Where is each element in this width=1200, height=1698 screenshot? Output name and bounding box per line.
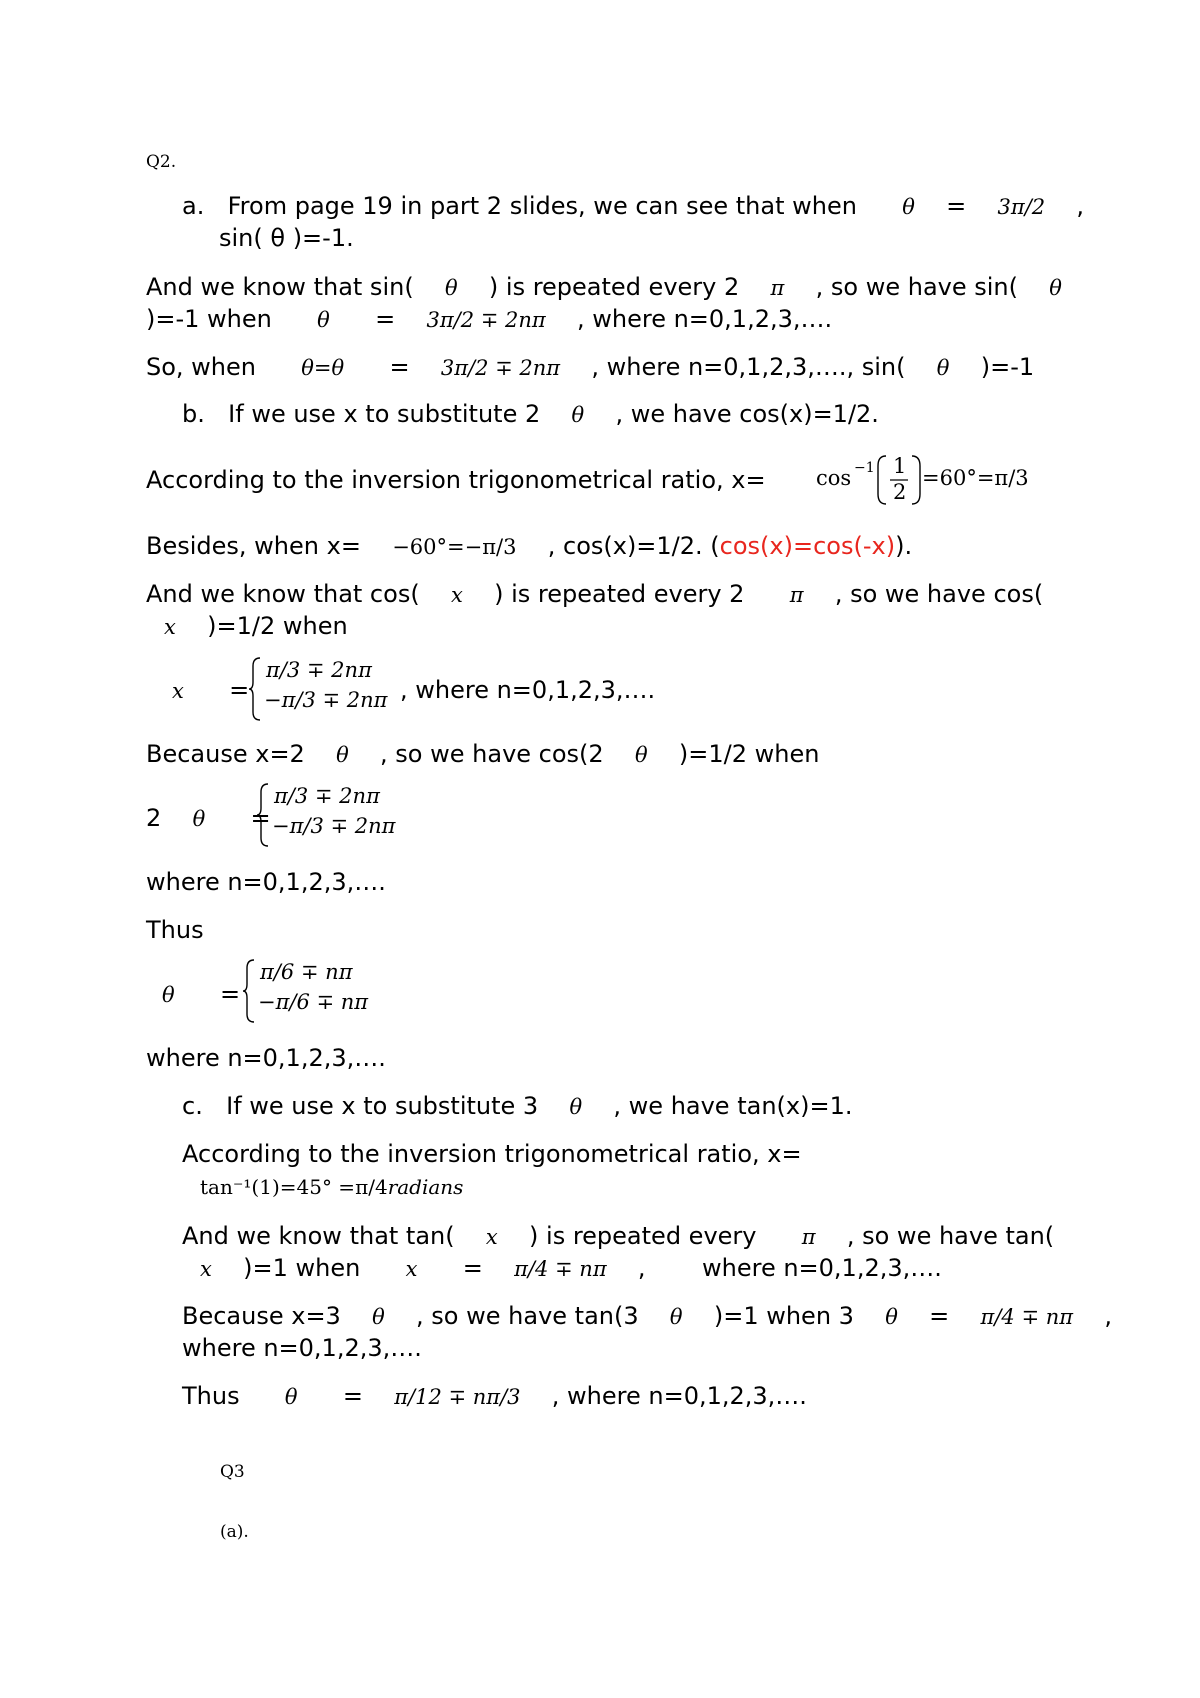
left-brace-icon (242, 958, 256, 1024)
x-cases-lhs: x = (172, 676, 250, 704)
item-c-line: c. If we use x to substitute 3 θ , we have tan(x)=1. (182, 1092, 853, 1120)
thus-line-1: Thus (146, 916, 204, 944)
item-c-marker: c. (182, 1092, 203, 1120)
x-case-2: −π/3 ∓ 2nπ (264, 688, 388, 712)
tan-repeat-where: where n=0,1,2,3,…. (702, 1254, 942, 1282)
item-a-marker: a. (182, 192, 205, 220)
because-cos-line: Because x=2 θ , so we have cos(2 θ )=1/2 when (146, 740, 820, 768)
tan-repeat-line1: And we know that tan( x ) is repeated every π , so we have tan( (182, 1222, 1055, 1250)
two-theta-case-1: π/3 ∓ 2nπ (274, 784, 380, 808)
q3-heading: Q3 (220, 1462, 245, 1482)
two-theta-cases-brace (256, 782, 416, 848)
theta-cases-lhs: θ = (162, 980, 241, 1008)
sin-repeat-line2: )=-1 when θ = 3π/2 ∓ 2nπ , where n=0,1,2,3,…. (146, 305, 833, 333)
because-tan-line1: Because x=3 θ , so we have tan(3 θ )=1 when 3 θ = π/4 ∓ nπ , (182, 1302, 1112, 1330)
item-b-marker: b. (182, 400, 205, 428)
x-cases-brace (248, 656, 408, 722)
where-line-1: where n=0,1,2,3,…. (146, 868, 386, 896)
inversion-tan-formula: tan⁻¹(1)=45° =π/4radians (200, 1175, 464, 1199)
two-theta-lhs: 2 θ = (146, 804, 271, 832)
theta-case-1: π/6 ∓ nπ (260, 960, 353, 984)
theta-cases-brace (242, 958, 392, 1024)
cos-even-note: cos(x)=cos(-x) (719, 532, 896, 560)
q3-sub-a: (a). (220, 1522, 249, 1542)
item-b-line: b. If we use x to substitute 2 θ , we have cos(x)=1/2. (182, 400, 879, 428)
sin-repeat-line1: And we know that sin( θ ) is repeated every 2 π , so we have sin( θ (146, 273, 1062, 301)
item-a-line1: a. From page 19 in part 2 slides, we can see that when θ = 3π/2 , (182, 192, 1085, 220)
item-a-line2: sin( θ )=-1. (219, 224, 354, 252)
inversion-cos-formula: cos −1 1 2 =60°=π/3 (816, 452, 1026, 508)
inversion-tan-text: According to the inversion trigonometrical ratio, x= (182, 1140, 802, 1168)
tan-repeat-line2: x )=1 when x = π/4 ∓ nπ , (200, 1254, 646, 1282)
because-tan-line2: where n=0,1,2,3,…. (182, 1334, 422, 1362)
inversion-cos-text: According to the inversion trigonometrical ratio, x= (146, 466, 766, 494)
cos-repeat-line2: x )=1/2 when (164, 612, 348, 640)
cos-repeat-line1: And we know that cos( x ) is repeated every 2 π , so we have cos( (146, 580, 1044, 608)
besides-line: Besides, when x= −60°=−π/3 , cos(x)=1/2. (cos(x)=cos(-x)). (146, 532, 913, 560)
thus-final-line: Thus θ = π/12 ∓ nπ/3 , where n=0,1,2,3,…. (182, 1382, 807, 1410)
so-when-line: So, when θ=θ = 3π/2 ∓ 2nπ , where n=0,1,2,3,…., sin( θ )=-1 (146, 353, 1035, 381)
x-cases-tail: , where n=0,1,2,3,…. (400, 676, 656, 704)
two-theta-case-2: −π/3 ∓ 2nπ (272, 814, 396, 838)
left-brace-icon (248, 656, 262, 722)
left-brace-icon (256, 782, 270, 848)
q2-heading: Q2. (146, 152, 177, 172)
where-line-2: where n=0,1,2,3,…. (146, 1044, 386, 1072)
theta-case-2: −π/6 ∓ nπ (258, 990, 369, 1014)
x-case-1: π/3 ∓ 2nπ (266, 658, 372, 682)
